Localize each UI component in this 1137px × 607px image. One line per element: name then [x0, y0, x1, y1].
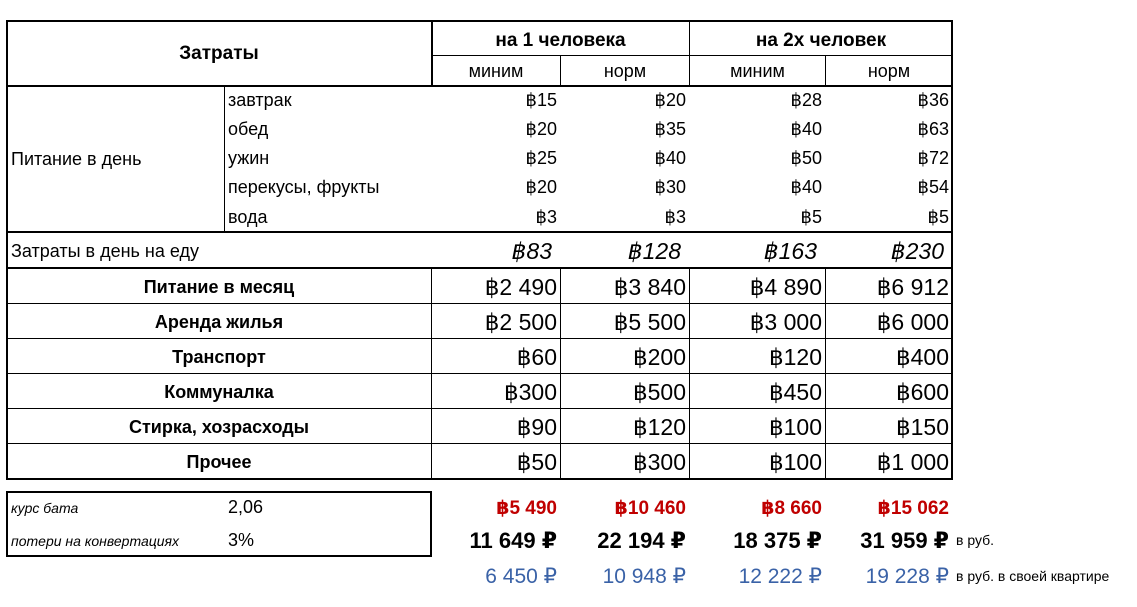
subheader-norm-2: норм — [867, 61, 911, 81]
cell: ฿15 — [525, 90, 557, 110]
cell: ฿5 500 — [613, 309, 686, 335]
cell: ฿3 — [535, 207, 557, 227]
header-title: Затраты — [179, 43, 259, 64]
cell: ฿15 062 — [877, 498, 949, 519]
cell: 22 194 ₽ — [597, 528, 686, 553]
cell: ฿63 — [917, 119, 949, 139]
food-row-label: обед — [228, 119, 269, 139]
cell: ฿128 — [627, 238, 681, 264]
cell: ฿3 000 — [749, 309, 822, 335]
rub-note: в руб. — [956, 532, 995, 548]
rate-label: курс бата — [11, 500, 79, 516]
cell: ฿10 460 — [614, 498, 686, 519]
cell: ฿100 — [768, 449, 822, 475]
cell: ฿54 — [917, 177, 949, 197]
cell: ฿120 — [632, 414, 686, 440]
monthly-row-label: Транспорт — [172, 347, 266, 367]
cell: 10 948 ₽ — [602, 565, 686, 588]
cell: ฿83 — [511, 238, 552, 264]
cell: 19 228 ₽ — [865, 565, 949, 588]
rate-value[interactable]: 2,06 — [228, 497, 264, 517]
cell: ฿3 840 — [613, 274, 686, 300]
cell: ฿28 — [790, 90, 822, 110]
rub-own-note: в руб. в своей квартире — [956, 568, 1110, 584]
cell: ฿50 — [790, 148, 822, 168]
cell: ฿6 000 — [876, 309, 949, 335]
cell: ฿2 500 — [484, 309, 557, 335]
cell: ฿50 — [516, 449, 557, 475]
cell: ฿5 490 — [496, 498, 557, 519]
cell: ฿6 912 — [876, 274, 949, 300]
cell: ฿600 — [895, 379, 949, 405]
cell: ฿72 — [917, 148, 949, 168]
cell: ฿60 — [516, 344, 557, 370]
cell: ฿1 000 — [876, 449, 949, 475]
cell: 12 222 ₽ — [738, 565, 822, 588]
cell: ฿230 — [890, 238, 944, 264]
cell: ฿40 — [790, 177, 822, 197]
monthly-row-label: Прочее — [186, 452, 252, 472]
subheader-min-2: миним — [730, 61, 785, 81]
monthly-row-label: Стирка, хозрасходы — [128, 417, 310, 437]
monthly-row-label: Аренда жилья — [154, 312, 284, 332]
cell: ฿200 — [632, 344, 686, 370]
cell: ฿20 — [525, 119, 557, 139]
cell: ฿8 660 — [761, 498, 822, 519]
cell: ฿400 — [895, 344, 949, 370]
cell: ฿100 — [768, 414, 822, 440]
food-row-label: вода — [228, 207, 268, 227]
cell: ฿5 — [927, 207, 949, 227]
food-row-label: ужин — [228, 148, 270, 168]
cell: ฿3 — [664, 207, 686, 227]
subheader-norm-1: норм — [603, 61, 647, 81]
cell: ฿90 — [516, 414, 557, 440]
cell: ฿36 — [917, 90, 949, 110]
loss-value[interactable]: 3% — [228, 530, 255, 550]
cell: ฿25 — [525, 148, 557, 168]
cell: ฿450 — [768, 379, 822, 405]
cell: 31 959 ₽ — [860, 528, 949, 553]
cell: ฿120 — [768, 344, 822, 370]
cell: ฿4 890 — [749, 274, 822, 300]
cell: 11 649 ₽ — [469, 528, 557, 553]
cell: ฿300 — [632, 449, 686, 475]
cell: ฿40 — [790, 119, 822, 139]
daily-total-label: Затраты в день на еду — [11, 241, 200, 261]
cell: ฿20 — [654, 90, 686, 110]
cell: ฿30 — [654, 177, 686, 197]
cell: 18 375 ₽ — [733, 528, 822, 553]
header-group-1: на 1 человека — [495, 30, 626, 51]
cell: ฿300 — [503, 379, 557, 405]
monthly-row-label: Питание в месяц — [143, 277, 295, 297]
subheader-min-1: миним — [468, 61, 524, 81]
food-row-label: завтрак — [228, 90, 292, 110]
cell: ฿500 — [632, 379, 686, 405]
food-row-label: перекусы, фрукты — [228, 177, 380, 197]
monthly-row-label: Коммуналка — [164, 382, 274, 402]
cell: ฿20 — [525, 177, 557, 197]
header-group-2: на 2х человек — [755, 30, 887, 51]
cell: ฿2 490 — [484, 274, 557, 300]
food-group-label: Питание в день — [11, 149, 142, 169]
cell: ฿40 — [654, 148, 686, 168]
cell: ฿35 — [654, 119, 686, 139]
cell: ฿163 — [763, 238, 817, 264]
cell: ฿5 — [800, 207, 822, 227]
cell: 6 450 ₽ — [485, 565, 557, 588]
loss-label: потери на конвертациях — [11, 533, 180, 549]
cell: ฿150 — [895, 414, 949, 440]
